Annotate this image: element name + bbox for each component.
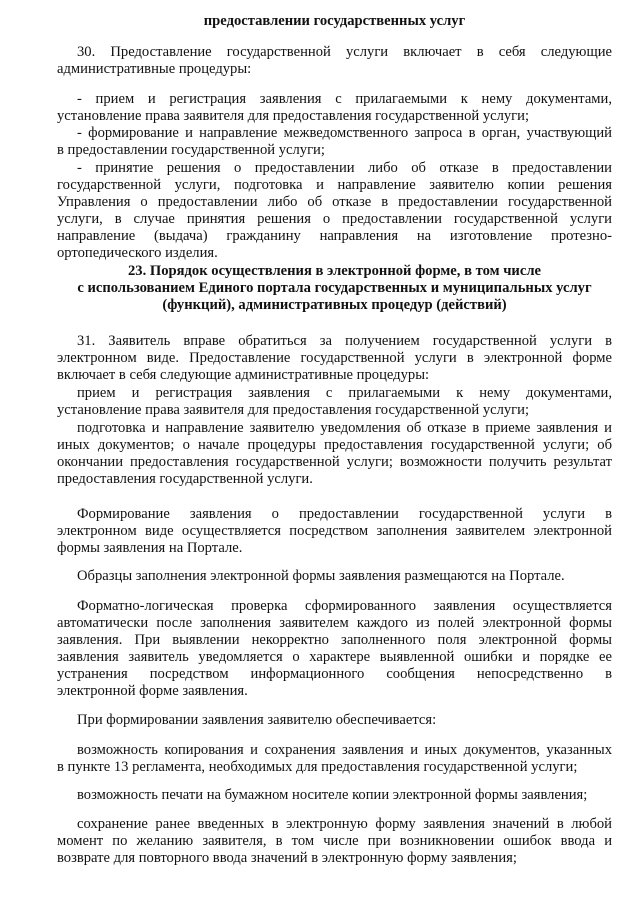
paragraph-copy-line: в пункте 13 регламента, необходимых для предоставления государственной услуги;	[57, 759, 578, 775]
heading-top: предоставлении государственных услуг	[203, 13, 466, 29]
paragraph-form-line: формы заявления на Портале.	[57, 540, 243, 556]
paragraph-check-line: электронной форме заявления.	[57, 683, 248, 699]
bullet-1-line: - прием и регистрация заявления с прилагаемыми к нему документами,	[77, 91, 612, 107]
section-title-line: с использованием Единого портала государственных и муниципальных услуг	[77, 280, 592, 296]
bullet-3-line: - принятие решения о предоставлении либо об отказе в предоставлении	[77, 160, 612, 176]
paragraph-form-line: электронном виде осуществляется посредством заполнения заявителем электронной	[57, 523, 612, 539]
paragraph-31-item-1-line: прием и регистрация заявления с прилагаемыми к нему документами,	[77, 385, 612, 401]
bullet-2-line: в предоставлении государственной услуги;	[57, 142, 325, 158]
paragraph-save-line: возврате для повторного ввода значений в электронную форму заявления;	[57, 850, 517, 866]
paragraph-check-line: автоматически после заполнения заявителем каждого из полей электронной формы	[57, 615, 612, 631]
paragraph-30-line: административные процедуры:	[57, 61, 252, 77]
bullet-3-line: ортопедического изделия.	[57, 245, 218, 261]
bullet-2-line: - формирование и направление межведомственного запроса в орган, участвующий	[77, 125, 612, 141]
paragraph-check-line: заявления заявитель уведомляется о характере выявленной ошибки и порядке ее	[57, 649, 612, 665]
paragraph-31-item-2-line: предоставления государственной услуги.	[57, 471, 313, 487]
paragraph-save-line: момент по желанию заявителя, в том числе при возникновении ошибок ввода и	[57, 833, 612, 849]
bullet-3-line: Управления о предоставлении либо об отказе в предоставлении государственной	[57, 194, 612, 210]
paragraph-31-line: 31. Заявитель вправе обратиться за получением государственной услуги в	[77, 333, 612, 349]
paragraph-31-line: электронном виде. Предоставление государственной услуги в электронной форме	[57, 350, 612, 366]
bullet-1-line: установление права заявителя для предоставления государственной услуги;	[57, 108, 530, 124]
paragraph-copy-line: возможность копирования и сохранения заявления и иных документов, указанных	[77, 742, 612, 758]
paragraph-31-item-2-line: подготовка и направление заявителю уведомления об отказе в приеме заявления и	[77, 420, 612, 436]
paragraph-provided-line: При формировании заявления заявителю обеспечивается:	[77, 712, 437, 728]
section-title-line: 23. Порядок осуществления в электронной форме, в том числе	[128, 263, 541, 279]
paragraph-samples-line: Образцы заполнения электронной формы заявления размещаются на Портале.	[77, 568, 565, 584]
paragraph-31-item-2-line: окончании предоставления государственной услуги; возможности получить результат	[57, 454, 612, 470]
paragraph-31-item-1-line: установление права заявителя для предоставления государственной услуги;	[57, 402, 530, 418]
bullet-3-line: государственной услуги, подготовка и направление заявителю копии решения	[57, 177, 612, 193]
paragraph-form-line: Формирование заявления о предоставлении государственной услуги в	[77, 506, 612, 522]
paragraph-31-item-2-line: иных документов; о начале процедуры предоставления государственной услуги; об	[57, 437, 612, 453]
section-title-line: (функций), административных процедур (действий)	[162, 297, 507, 313]
paragraph-check-line: Форматно-логическая проверка сформированного заявления осуществляется	[77, 598, 612, 614]
paragraph-30-line: 30. Предоставление государственной услуги включает в себя следующие	[77, 44, 612, 60]
bullet-3-line: услуги, в случае принятия решения о предоставлении государственной услуги	[57, 211, 612, 227]
paragraph-print-line: возможность печати на бумажном носителе копии электронной формы заявления;	[77, 787, 588, 803]
paragraph-check-line: устранения посредством информационного сообщения непосредственно в	[57, 666, 612, 682]
paragraph-check-line: заявления. При выявлении некорректно заполненного поля электронной формы	[57, 632, 612, 648]
paragraph-save-line: сохранение ранее введенных в электронную форму заявления значений в любой	[77, 816, 612, 832]
bullet-3-line: направление (выдача) гражданину направления на изготовление протезно-	[57, 228, 612, 244]
paragraph-31-line: включает в себя следующие административные процедуры:	[57, 367, 430, 383]
